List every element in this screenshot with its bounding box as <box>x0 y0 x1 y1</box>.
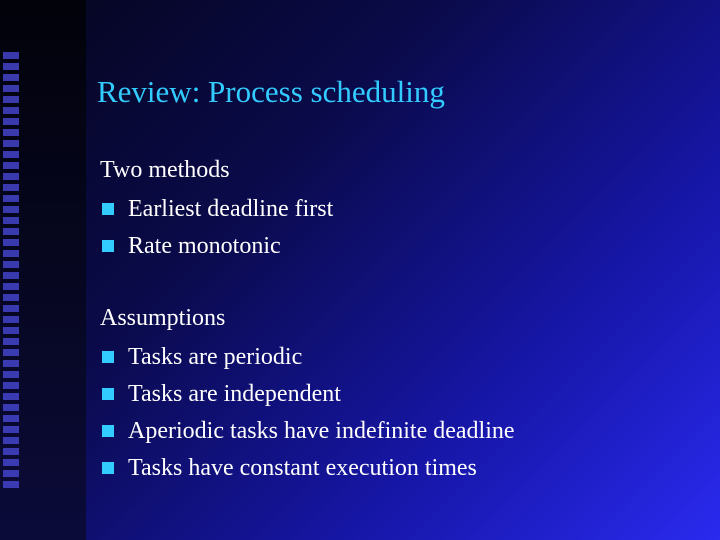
slide-title: Review: Process scheduling <box>97 74 445 109</box>
square-bullet-icon <box>102 462 114 474</box>
bullet-item <box>102 454 477 482</box>
left-decorative-band <box>0 0 86 540</box>
bullet-item <box>102 195 333 223</box>
bullet-text: Rate monotonic <box>128 232 281 259</box>
bullet-item <box>102 380 341 408</box>
square-bullet-icon <box>102 351 114 363</box>
bullet-item <box>102 343 302 371</box>
square-bullet-icon <box>102 203 114 215</box>
square-bullet-icon <box>102 425 114 437</box>
section-heading-methods: Two methods <box>100 157 230 183</box>
square-bullet-icon <box>102 240 114 252</box>
bullet-text: Tasks are independent <box>128 380 341 407</box>
bullet-text: Tasks have constant execution times <box>128 454 477 481</box>
bullet-text: Tasks are periodic <box>128 343 303 370</box>
bullet-item <box>102 417 515 445</box>
decorative-squares <box>3 52 19 492</box>
section-heading-assumptions: Assumptions <box>100 305 226 331</box>
bullet-item <box>102 232 281 260</box>
bullet-text: Earliest deadline first <box>128 195 334 222</box>
square-bullet-icon <box>102 388 114 400</box>
bullet-text: Aperiodic tasks have indefinite deadline <box>128 417 515 444</box>
